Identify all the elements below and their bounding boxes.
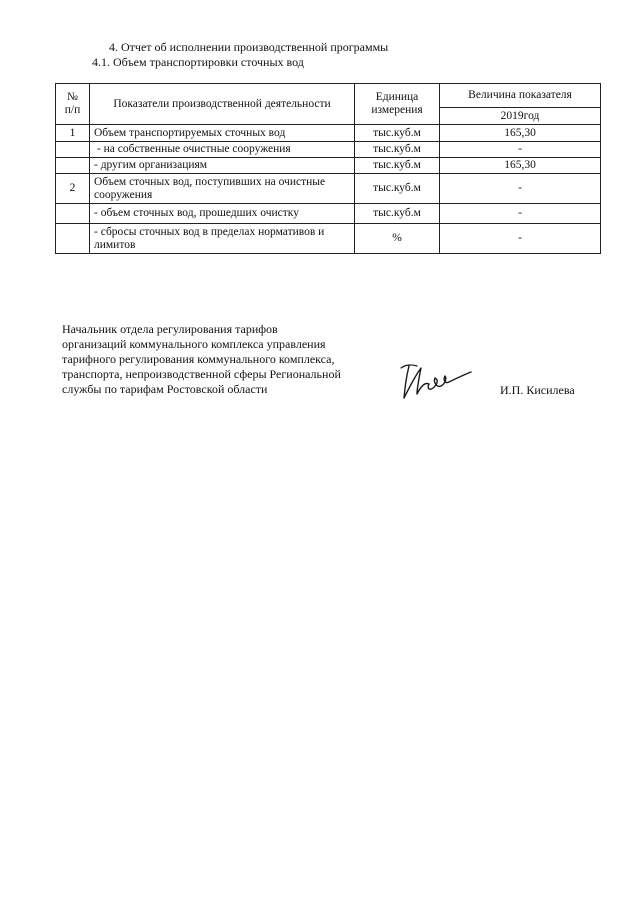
unit-header-line2: измерения	[371, 104, 423, 116]
indicators-header: Показатели производственной деятельности	[90, 84, 355, 125]
row-indicator: - сбросы сточных вод в пределах нормативов и лимитов	[90, 224, 355, 254]
table-row	[56, 174, 601, 204]
num-header-line2: п/п	[64, 104, 81, 116]
signatory-position-line: транспорта, непроизводственной сферы Региональной	[62, 367, 341, 381]
table-header-row	[56, 84, 601, 108]
row-indicator: - другим организациям	[90, 158, 355, 174]
row-value: -	[440, 142, 601, 158]
row-indicator: Объем транспортируемых сточных вод	[90, 125, 355, 142]
row-indicator: - объем сточных вод, прошедших очистку	[90, 204, 355, 224]
unit-header	[355, 84, 440, 125]
table-row	[56, 204, 601, 224]
row-unit: тыс.куб.м	[355, 125, 440, 142]
unit-header-line1: Единица	[375, 91, 419, 103]
signatory-name: И.П. Кисилева	[500, 383, 575, 397]
signatory-position-line: организаций коммунального комплекса управления	[62, 337, 326, 351]
row-value: -	[440, 204, 601, 224]
row-unit: тыс.куб.м	[355, 204, 440, 224]
row-value: 165,30	[440, 125, 601, 142]
row-unit: тыс.куб.м	[355, 142, 440, 158]
table-row	[56, 224, 601, 254]
handwritten-signature	[395, 358, 475, 408]
row-number	[56, 142, 90, 158]
section-heading: 4. Отчет об исполнении производственной программы	[109, 40, 389, 54]
row-number	[56, 204, 90, 224]
row-value: -	[440, 174, 601, 204]
value-header: Величина показателя	[440, 84, 601, 108]
row-number	[56, 158, 90, 174]
row-indicator: Объем сточных вод, поступивших на очистные сооружения	[90, 174, 355, 204]
signatory-position-line: службы по тарифам Ростовской области	[62, 382, 268, 396]
subsection-heading: 4.1. Объем транспортировки сточных вод	[92, 55, 304, 69]
row-unit: %	[355, 224, 440, 254]
row-unit: тыс.куб.м	[355, 174, 440, 204]
signatory-position	[62, 322, 382, 397]
row-number: 2	[56, 174, 90, 204]
row-number: 1	[56, 125, 90, 142]
num-header-line1: №	[67, 91, 78, 103]
num-header	[56, 84, 90, 125]
table-row	[56, 125, 601, 142]
row-value: 165,30	[440, 158, 601, 174]
signatory-position-line: тарифного регулирования коммунального комплекса,	[62, 352, 335, 366]
row-unit: тыс.куб.м	[355, 158, 440, 174]
indicators-table	[55, 83, 601, 254]
row-number	[56, 224, 90, 254]
table-row	[56, 158, 601, 174]
table-row	[56, 142, 601, 158]
year-header: 2019год	[440, 108, 601, 125]
row-indicator: - на собственные очистные сооружения	[90, 142, 355, 158]
signatory-position-line: Начальник отдела регулирования тарифов	[62, 322, 278, 336]
row-value: -	[440, 224, 601, 254]
